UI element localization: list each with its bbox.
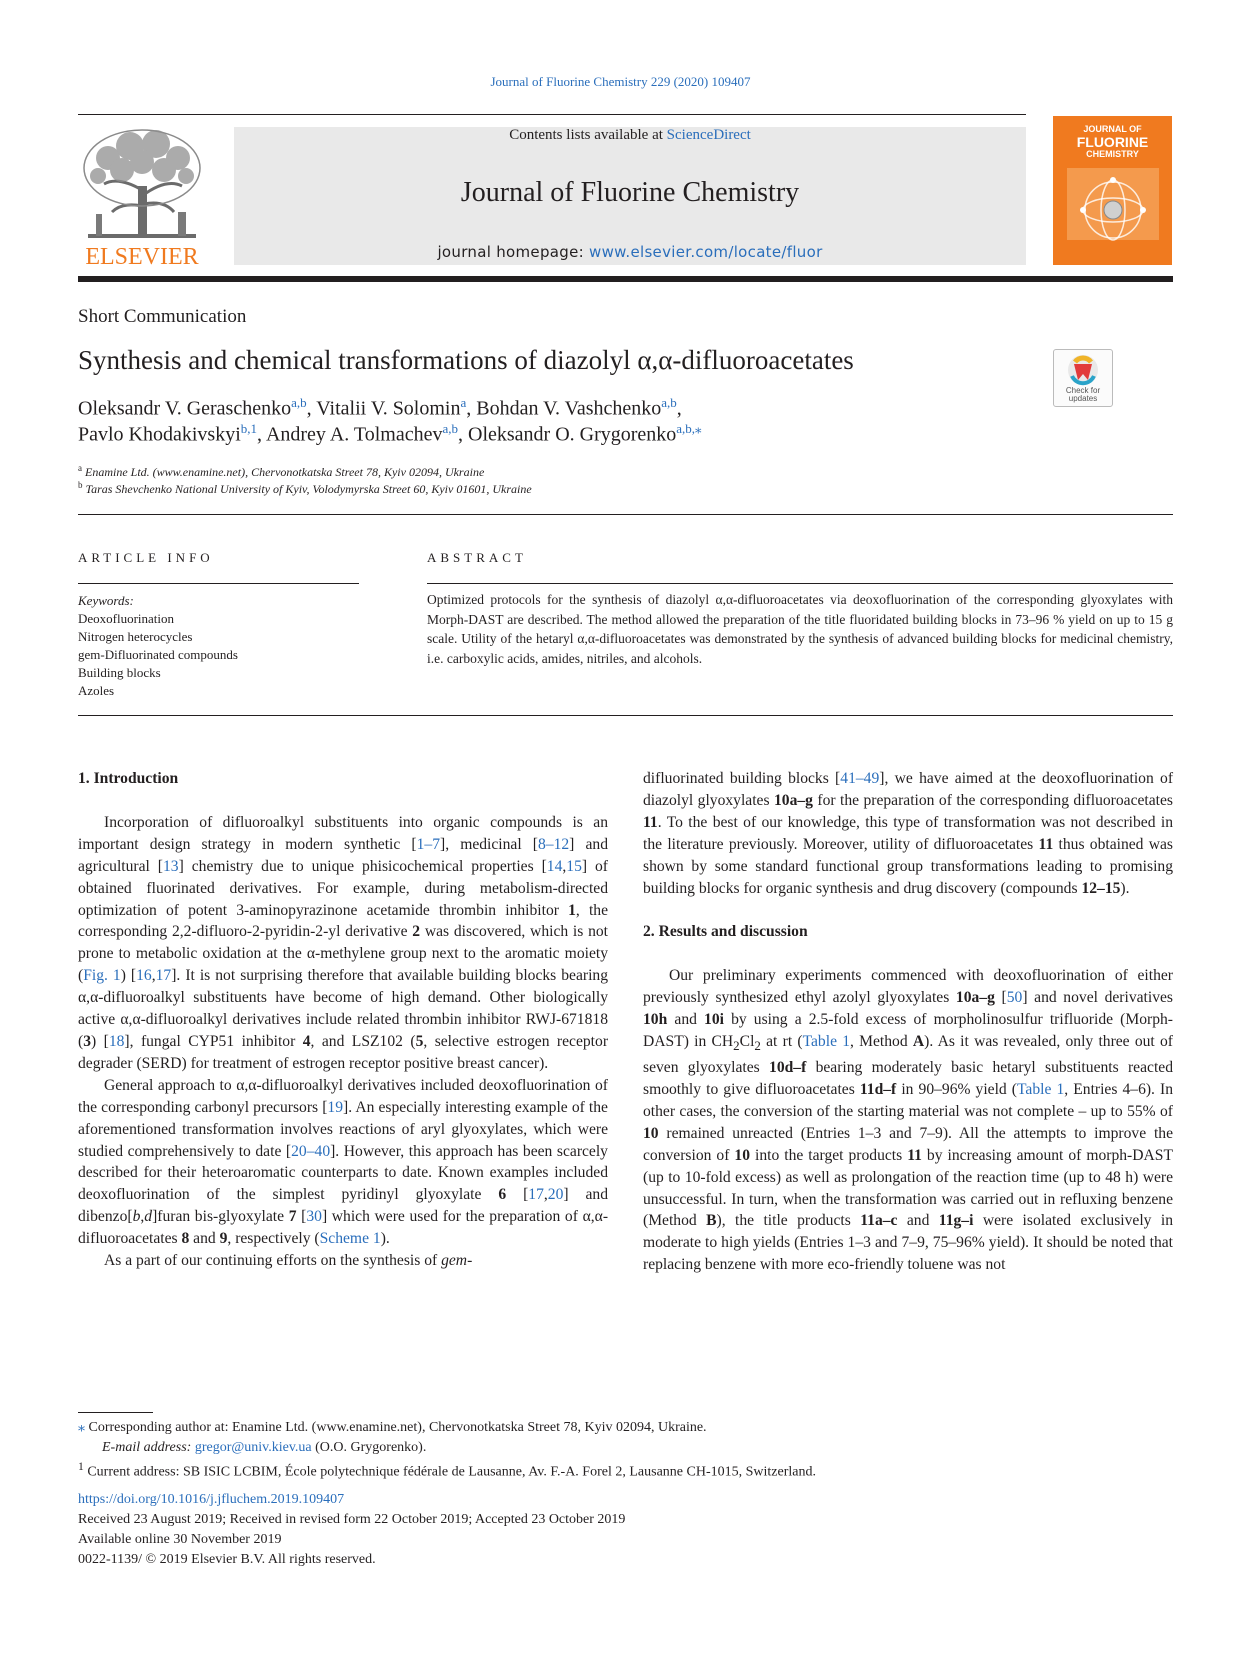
inline-text: d [144,1208,153,1226]
citation-link[interactable]: 18 [108,1032,125,1050]
cover-title-line: CHEMISTRY [1086,149,1139,159]
abstract-rule [427,583,1173,584]
compound-number: 10h [643,1011,668,1029]
author-separator: , [676,397,682,420]
compound-number: 10d–f [769,1059,807,1077]
author-name[interactable]: Bohdan V. Vashchenko [476,397,662,420]
compound-number: 3 [83,1032,91,1050]
compound-number: 10 [643,1124,659,1142]
keyword: Nitrogen heterocycles [78,629,193,644]
citation-link[interactable]: Table 1 [1017,1080,1065,1098]
author-separator: , [306,397,317,420]
cover-title-line: JOURNAL OF [1083,124,1142,134]
journal-name: Journal of Fluorine Chemistry [460,177,800,208]
affiliation-b [78,480,532,497]
compound-number: 11a–c [860,1212,898,1230]
available-online: Available online 30 November 2019 [78,1532,282,1547]
journal-cover[interactable] [1053,116,1172,265]
author-affiliation-mark[interactable]: b,1 [240,421,258,436]
citation-link[interactable]: 13 [163,857,179,875]
compound-number: 2 [412,923,421,941]
contents-prefix: Contents lists available at [509,127,667,143]
authors-line [78,421,702,447]
author-affiliation-mark[interactable]: a [460,395,467,410]
inline-text: 2 [733,1038,740,1054]
citation-link[interactable]: 17 [528,1186,544,1204]
body-paragraph: difluorinated building blocks [41–49], we have aimed at the deoxofluorination of diazolyl glyoxylates 10a–g for the preparation of the corresponding difluoroacetates 11. To the best of our knowledge, this type of transformation was not described in the literature previously. Moreover, utility of difluoroacetates 11 thus obtained was shown by some standard functional group transformations leading to promising building blocks for organic synthesis and drug discovery (compounds 12–15). [643,770,1174,897]
citation-link[interactable]: Scheme 1 [319,1230,381,1248]
author-name[interactable]: Vitalii V. Solomin [316,397,461,420]
compound-number: A [912,1033,925,1051]
article-info-rule [78,583,359,584]
citation-link[interactable]: 1–7 [416,835,440,853]
footnote-rule [78,1412,153,1413]
compound-number: 12–15 [1081,879,1121,897]
abstract-heading: ABSTRACT [427,550,527,565]
journal-banner [234,127,1026,265]
citation-link[interactable]: 50 [1006,989,1023,1007]
author-affiliation-mark[interactable]: a,b [291,395,307,410]
body-paragraph: Incorporation of difluoroalkyl substituents into organic compounds is an important design strategy in modern synthetic [1–7], medicinal [8–12] and agricultural [13] chemistry due to unique phisicochemical properties [14,15] of obtained fluorinated derivatives. For example, during metabolism-directed optimization of potent 3-aminopyrazinone acetamide thrombin inhibitor 1, the corresponding 2,2-difluoro-2-pyridin-2-yl derivative 2 was discovered, which is not prone to metabolic oxidation at the α-methylene group next to the aromatic moiety (Fig. 1) [16,17]. It is not surprising therefore that available building blocks bearing α,α-difluoroalkyl substituents have become of high demand. Other biologically active α,α-difluoroalkyl derivatives include related thrombin inhibitor RWJ-671818 (3) [18], fungal CYP51 inhibitor 4, and LSZ102 (5, selective estrogen receptor degrader (SERD) for treatment of estrogen receptor positive breast cancer). [78,813,609,1072]
section-rule [78,514,1173,515]
citation-link[interactable]: Fig. 1 [83,967,121,985]
footnote-mark: ⁎ [78,1420,85,1435]
compound-number: 11g–i [938,1212,974,1230]
tree-logo-icon [78,126,206,242]
inline-text: b [132,1208,141,1226]
footnotes [78,1418,816,1482]
keyword: Azoles [78,683,115,698]
body-paragraph: General approach to α,α-difluoroalkyl derivatives included deoxofluorination of the corresponding carbonyl precursors [19]. An especially interesting example of the aforementioned transformation involves reactions of aryl glyoxylates, which were studied comprehensively to date [20–40]. However, this approach has been scarcely described for their heteroaromatic counterparts to date. Known examples included deoxofluorination of the simplest pyridinyl glyoxylate 6 [17,20] and dibenzo[b,d]furan bis-glyoxylate 7 [30] which were used for the preparation of α,α-difluoroacetates 8 and 9, respectively (Scheme 1). [78,1076,609,1248]
citation-link[interactable]: 30 [306,1208,322,1226]
article-title: Synthesis and chemical transformations of diazolyl α,α-difluoroacetates [78,345,854,375]
citation-link[interactable]: 41–49 [840,770,880,787]
homepage-link[interactable]: www.elsevier.com/locate/fluor [589,243,823,261]
section-heading-introduction: 1. Introduction [78,770,179,787]
affiliation-mark: b [78,480,83,490]
compound-number: 1 [568,901,576,919]
citation-link[interactable]: 17 [155,967,172,985]
compound-number: 11d–f [859,1080,897,1098]
compound-number: 11 [643,813,658,831]
email-link[interactable]: gregor@univ.kiev.ua [194,1439,312,1455]
article-type: Short Communication [78,306,247,327]
keyword: Building blocks [78,665,161,680]
body-column-right [643,768,1173,1276]
homepage-line [234,243,1026,261]
affiliation-text: Enamine Ltd. (www.enamine.net), Chervonotkatska Street 78, Kyiv 02094, Ukraine [85,465,485,479]
footnote-corresponding [78,1418,816,1438]
author-name[interactable]: Oleksandr V. Geraschenko [78,397,292,420]
body-paragraph: As a part of our continuing efforts on the synthesis of gem- [104,1252,473,1270]
citation-link[interactable]: 15 [566,857,582,875]
email-label: E-mail address: [102,1439,195,1455]
citation-link[interactable]: 14 [546,857,563,875]
compound-number: 10i [704,1011,724,1029]
header-thick-rule [78,276,1173,282]
copyright: 0022-1139/ © 2019 Elsevier B.V. All rights reserved. [78,1552,376,1567]
compound-number: 8 [181,1230,190,1248]
cover-title-line: FLUORINE [1076,134,1149,150]
affiliation-text: Taras Shevchenko National University of Kyiv, Volodymyrska Street 60, Kyiv 01601, Ukraine [85,482,532,496]
footnote-email [78,1438,816,1458]
keywords-label: Keywords: [78,593,134,608]
inline-text: gem [441,1252,468,1270]
compound-number: 10a–g [955,989,995,1007]
citation-link[interactable]: Table 1 [802,1033,851,1051]
author-affiliation-mark[interactable]: a,b [661,395,677,410]
authors-line [78,395,682,421]
abstract-text: Optimized protocols for the synthesis of diazolyl α,α-difluoroacetates via deoxofluorination of the corresponding glyoxylates with Morph-DAST are described. The method allowed the preparation of the title fluoridated building blocks in 73–96 % yield on up to 15 g scale. Utility of the hetaryl α,α-difluoroacetates was demonstrated by the synthesis of advanced building blocks for medicinal chemistry, i.e. carboxylic acids, amides, nitriles, and alcohols. [427,592,1173,666]
section-rule [78,715,1173,716]
citation-link[interactable]: 8–12 [537,835,570,853]
doi-link[interactable]: https://doi.org/10.1016/j.jfluchem.2019.109407 [78,1492,345,1507]
citation-link[interactable]: 20 [547,1186,564,1204]
author-separator: , [458,423,468,446]
citation-link[interactable]: 19 [327,1098,343,1116]
footnote-current-address [78,1457,816,1482]
body-paragraph: Our preliminary experiments commenced with deoxofluorination of either previously synthesized ethyl azolyl glyoxylates 10a–g [50] and novel derivatives 10h and 10i by using a 2.5-fold excess of morpholinosulfur trifluoride (Morph-DAST) in $CH_2Cl_2$ at rt (Table 1, Method A). As it was revealed, only three out of seven glyoxylates 10d–f bearing moderately basic hetaryl substituents reacted smoothly to give difluoroacetates 11d–f in 90–96% yield (Table 1, Entries 4–6). In other cases, the conversion of the starting material was not complete – up to 55% of 10 remained unreacted (Entries 1–3 and 7–9). All the attempts to improve the conversion of 10 into the target products 11 by increasing amount of morph-DAST (up to 10-fold excess) as well as prolongation of the reaction time (up to 48 h) were unsuccessful. In turn, when the transformation was carried out in refluxing benzene (Method B), the title products 11a–c and 11g–i were isolated exclusively in moderate to high yields (Entries 1–3 and 7–9, 75–96% yield). It should be noted that replacing benzene with more eco-friendly toluene was not [643,967,1174,1274]
keyword: gem-Difluorinated compounds [78,647,238,662]
crossmark-icon [1054,350,1112,390]
affiliation-mark: a [78,463,82,473]
compound-number: 4 [302,1032,311,1050]
citation-link[interactable]: 20–40 [291,1142,331,1160]
keywords-list [78,592,238,700]
section-heading-results: 2. Results and discussion [643,923,808,941]
compound-number: 7 [288,1208,297,1226]
compound-number: 11 [1038,835,1054,853]
compound-number: 10a–g [773,791,813,809]
author-affiliation-mark[interactable]: a,b,⁎ [676,421,702,436]
keyword: Deoxofluorination [78,611,175,626]
author-name[interactable]: Pavlo Khodakivskyi [78,423,241,446]
author-separator: , [257,423,266,446]
check-for-updates-button[interactable] [1053,349,1113,407]
homepage-prefix: journal homepage: [437,243,590,261]
publication-info [78,1490,625,1570]
compound-number: 5 [415,1032,424,1050]
author-name[interactable]: Oleksandr O. Grygorenko [468,423,677,446]
body-column-left [78,768,608,1272]
compound-number: 11 [907,1146,922,1164]
contents-line [234,127,1026,144]
footnote-text: Current address: SB ISIC LCBIM, École polytechnique fédérale de Lausanne, Av. F.-A. Forel 2, Lausanne CH-1015, Switzerland. [87,1464,816,1480]
author-separator: , [466,397,477,420]
received-dates: Received 23 August 2019; Received in revised form 22 October 2019; Accepted 23 October 2019 [78,1512,626,1527]
article-info-heading: ARTICLE INFO [78,550,214,565]
header-rule [78,114,1026,115]
author-name[interactable]: Andrey A. Tolmachev [265,423,443,446]
inline-text: 2 [754,1038,761,1054]
author-affiliation-mark[interactable]: a,b [442,421,458,436]
footnote-text: Corresponding author at: Enamine Ltd. (www.enamine.net), Chervonotkatska Street 78, Kyiv 02094, Ukraine. [88,1420,707,1435]
affiliation-a [78,463,484,480]
compound-number: 10 [734,1146,750,1164]
sciencedirect-link[interactable]: ScienceDirect [666,127,751,143]
atom-icon [1053,116,1172,265]
citation-link[interactable]: 16 [136,967,152,985]
email-suffix: (O.O. Grygorenko). [311,1439,427,1455]
crossmark-label: Check for updates [1065,386,1101,403]
publisher-name: ELSEVIER [85,244,199,270]
footnote-mark: 1 [78,1460,84,1474]
elsevier-logo [78,126,206,270]
compound-number: 9 [219,1230,228,1248]
compound-number: 6 [498,1186,507,1204]
compound-number: B [706,1212,717,1230]
journal-reference[interactable]: Journal of Fluorine Chemistry 229 (2020) 109407 [490,74,751,89]
